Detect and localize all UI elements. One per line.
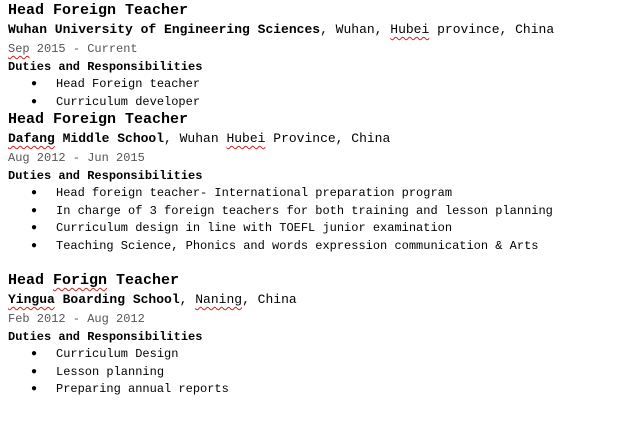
job-title-misspelled: Forign [53, 272, 108, 289]
duties-list [8, 185, 632, 255]
bullet-icon: ● [31, 349, 38, 360]
paragraph-spacer [8, 255, 632, 272]
bullet-icon: ● [31, 223, 38, 234]
location-rest: , China [242, 292, 297, 307]
duty-item [8, 346, 632, 364]
employer-name-rest: Middle School [54, 131, 165, 146]
duties-list [8, 76, 632, 111]
location-separator: , Wuhan, [320, 22, 391, 37]
location-rest: Province, China [265, 131, 391, 146]
employer-name-rest: Boarding School [54, 292, 180, 307]
employer-name-misspelled: Dafang [8, 131, 55, 146]
duties-heading: Duties and Responsibilities [8, 169, 203, 183]
job-entry-yingua-boarding-school [8, 272, 632, 399]
employment-dates: Feb 2012 - Aug 2012 [8, 312, 145, 326]
job-title: Head Foreign Teacher [8, 2, 189, 19]
duty-item [8, 220, 632, 238]
job-title [8, 272, 632, 290]
duty-text: Teaching Science, Phonics and words expression communication & Arts [56, 238, 539, 253]
location-city-misspelled: Naning [195, 292, 243, 307]
duty-text: Curriculum Design [56, 347, 179, 361]
duty-item [8, 76, 632, 94]
duty-item [8, 381, 632, 399]
dates-month-misspelled: Sep [8, 42, 30, 56]
employer-line [8, 290, 632, 310]
employment-dates [8, 40, 632, 59]
duty-item [8, 203, 632, 221]
bullet-icon: ● [31, 366, 38, 378]
employer-name-misspelled: Yingua [8, 292, 55, 307]
resume-document [8, 2, 632, 399]
duty-text: Head Foreign teacher [56, 77, 201, 91]
duty-item [8, 364, 632, 382]
location-separator: , Wuhan [164, 131, 227, 146]
job-title-end: Teacher [107, 272, 180, 289]
job-entry-dafang-middle-school [8, 111, 632, 255]
location-rest: province, China [429, 22, 555, 37]
location-province-misspelled: Hubei [226, 131, 266, 146]
dates-rest: 2015 - Current [29, 42, 138, 56]
duties-list [8, 346, 632, 399]
location-separator: , [179, 292, 196, 307]
bullet-icon: ● [31, 384, 38, 395]
duty-item [8, 185, 632, 203]
bullet-icon: ● [31, 79, 38, 90]
bullet-icon: ● [31, 96, 38, 108]
duty-item [8, 238, 632, 256]
employer-name: Wuhan University of Engineering Sciences [8, 22, 321, 37]
bullet-icon: ● [31, 188, 38, 199]
location-province-misspelled: Hubei [390, 22, 430, 37]
duty-text: In charge of 3 foreign teachers for both training and lesson planning [56, 203, 553, 218]
bullet-icon: ● [31, 240, 38, 252]
duty-text: Curriculum design in line with TOEFL junior examination [56, 221, 453, 235]
duties-heading: Duties and Responsibilities [8, 330, 203, 344]
employer-line [8, 20, 632, 40]
job-entry-wuhan-university [8, 2, 632, 111]
duties-heading: Duties and Responsibilities [8, 60, 203, 74]
duty-text: Curriculum developer [56, 94, 201, 109]
duty-text: Head foreign teacher- International preparation program [56, 186, 453, 200]
employer-line [8, 129, 632, 149]
duty-item [8, 94, 632, 112]
employment-dates: Aug 2012 - Jun 2015 [8, 151, 145, 165]
bullet-icon: ● [31, 205, 38, 217]
job-title-start: Head [8, 272, 54, 289]
duty-text: Lesson planning [56, 364, 165, 379]
duty-text: Preparing annual reports [56, 382, 229, 396]
job-title: Head Foreign Teacher [8, 111, 189, 128]
